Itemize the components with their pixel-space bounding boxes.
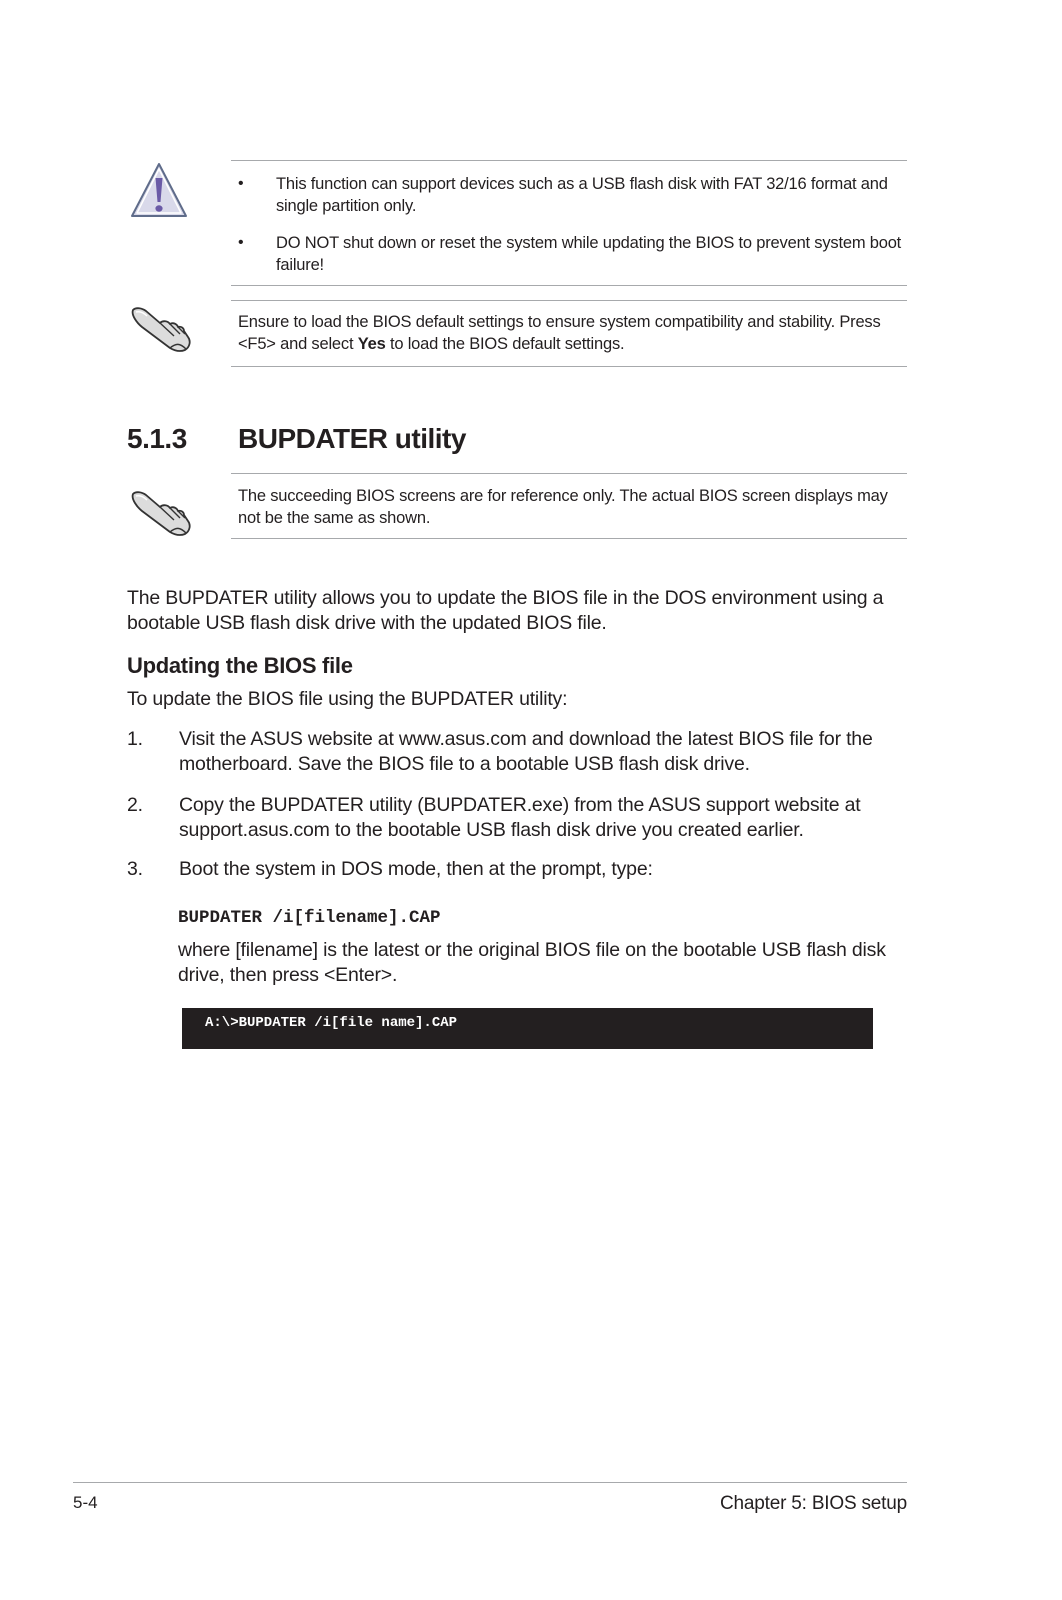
step-item (127, 793, 897, 843)
caution-bottom-rule (231, 285, 907, 286)
note1-bottom-rule (231, 366, 907, 367)
bullet-dot: • (238, 175, 244, 192)
note-hand-icon (130, 487, 194, 537)
note2-bottom-rule (231, 538, 907, 539)
caution-bullet (238, 232, 910, 276)
step-item (127, 727, 897, 777)
step-number: 1. (127, 728, 143, 750)
caution-bullet-text: This function can support devices such as a USB flash disk with FAT 32/16 format and single partition only. (276, 175, 888, 215)
note2-top-rule (231, 473, 907, 474)
caution-bullet (238, 173, 910, 217)
step-text: Visit the ASUS website at www.asus.com and download the latest BIOS file for the motherboard. Save the BIOS file to a bootable USB flash disk drive. (179, 728, 873, 775)
note-hand-icon (130, 303, 194, 353)
step-text: Boot the system in DOS mode, then at the prompt, type: (179, 858, 653, 880)
bullet-dot: • (238, 234, 244, 251)
note1-text-after: to load the BIOS default settings. (385, 335, 625, 353)
command-text: BUPDATER /i[filename].CAP (178, 908, 441, 928)
dos-screen (182, 1008, 873, 1049)
note1-bold-yes: Yes (357, 335, 386, 353)
note2-text: The succeeding BIOS screens are for reference only. The actual BIOS screen displays may not be the same as shown. (238, 487, 888, 527)
subsection-lead: To update the BIOS file using the BUPDATER utility: (127, 688, 568, 710)
note1-text (238, 311, 910, 355)
section-title: BUPDATER utility (238, 423, 466, 454)
intro-paragraph: The BUPDATER utility allows you to update the BIOS file in the DOS environment using a bootable USB flash disk drive with the updated BIOS file. (127, 587, 884, 634)
chapter-label: Chapter 5: BIOS setup (720, 1493, 907, 1514)
step-item (127, 857, 897, 882)
caution-triangle-icon (128, 160, 190, 220)
page-number: 5-4 (73, 1493, 98, 1512)
section-number: 5.1.3 (127, 423, 187, 454)
subsection-title: Updating the BIOS file (127, 653, 353, 678)
note1-text-before: Ensure to load the BIOS default settings to ensure system compatibility and stability. Press <F5> and select (238, 313, 881, 353)
footer-rule (73, 1482, 907, 1483)
step-text: Copy the BUPDATER utility (BUPDATER.exe) from the ASUS support website at support.asus.com to the bootable USB flash disk drive you created earlier. (179, 794, 861, 841)
dos-prompt-text: A:\>BUPDATER /i[file name].CAP (205, 1015, 458, 1031)
caution-top-rule (231, 160, 907, 161)
command-note: where [filename] is the latest or the original BIOS file on the bootable USB flash disk drive, then press <Enter>. (178, 939, 886, 986)
step-number: 3. (127, 858, 143, 880)
caution-bullet-text: DO NOT shut down or reset the system while updating the BIOS to prevent system boot failure! (276, 234, 902, 274)
note1-top-rule (231, 300, 907, 301)
step-number: 2. (127, 794, 143, 816)
